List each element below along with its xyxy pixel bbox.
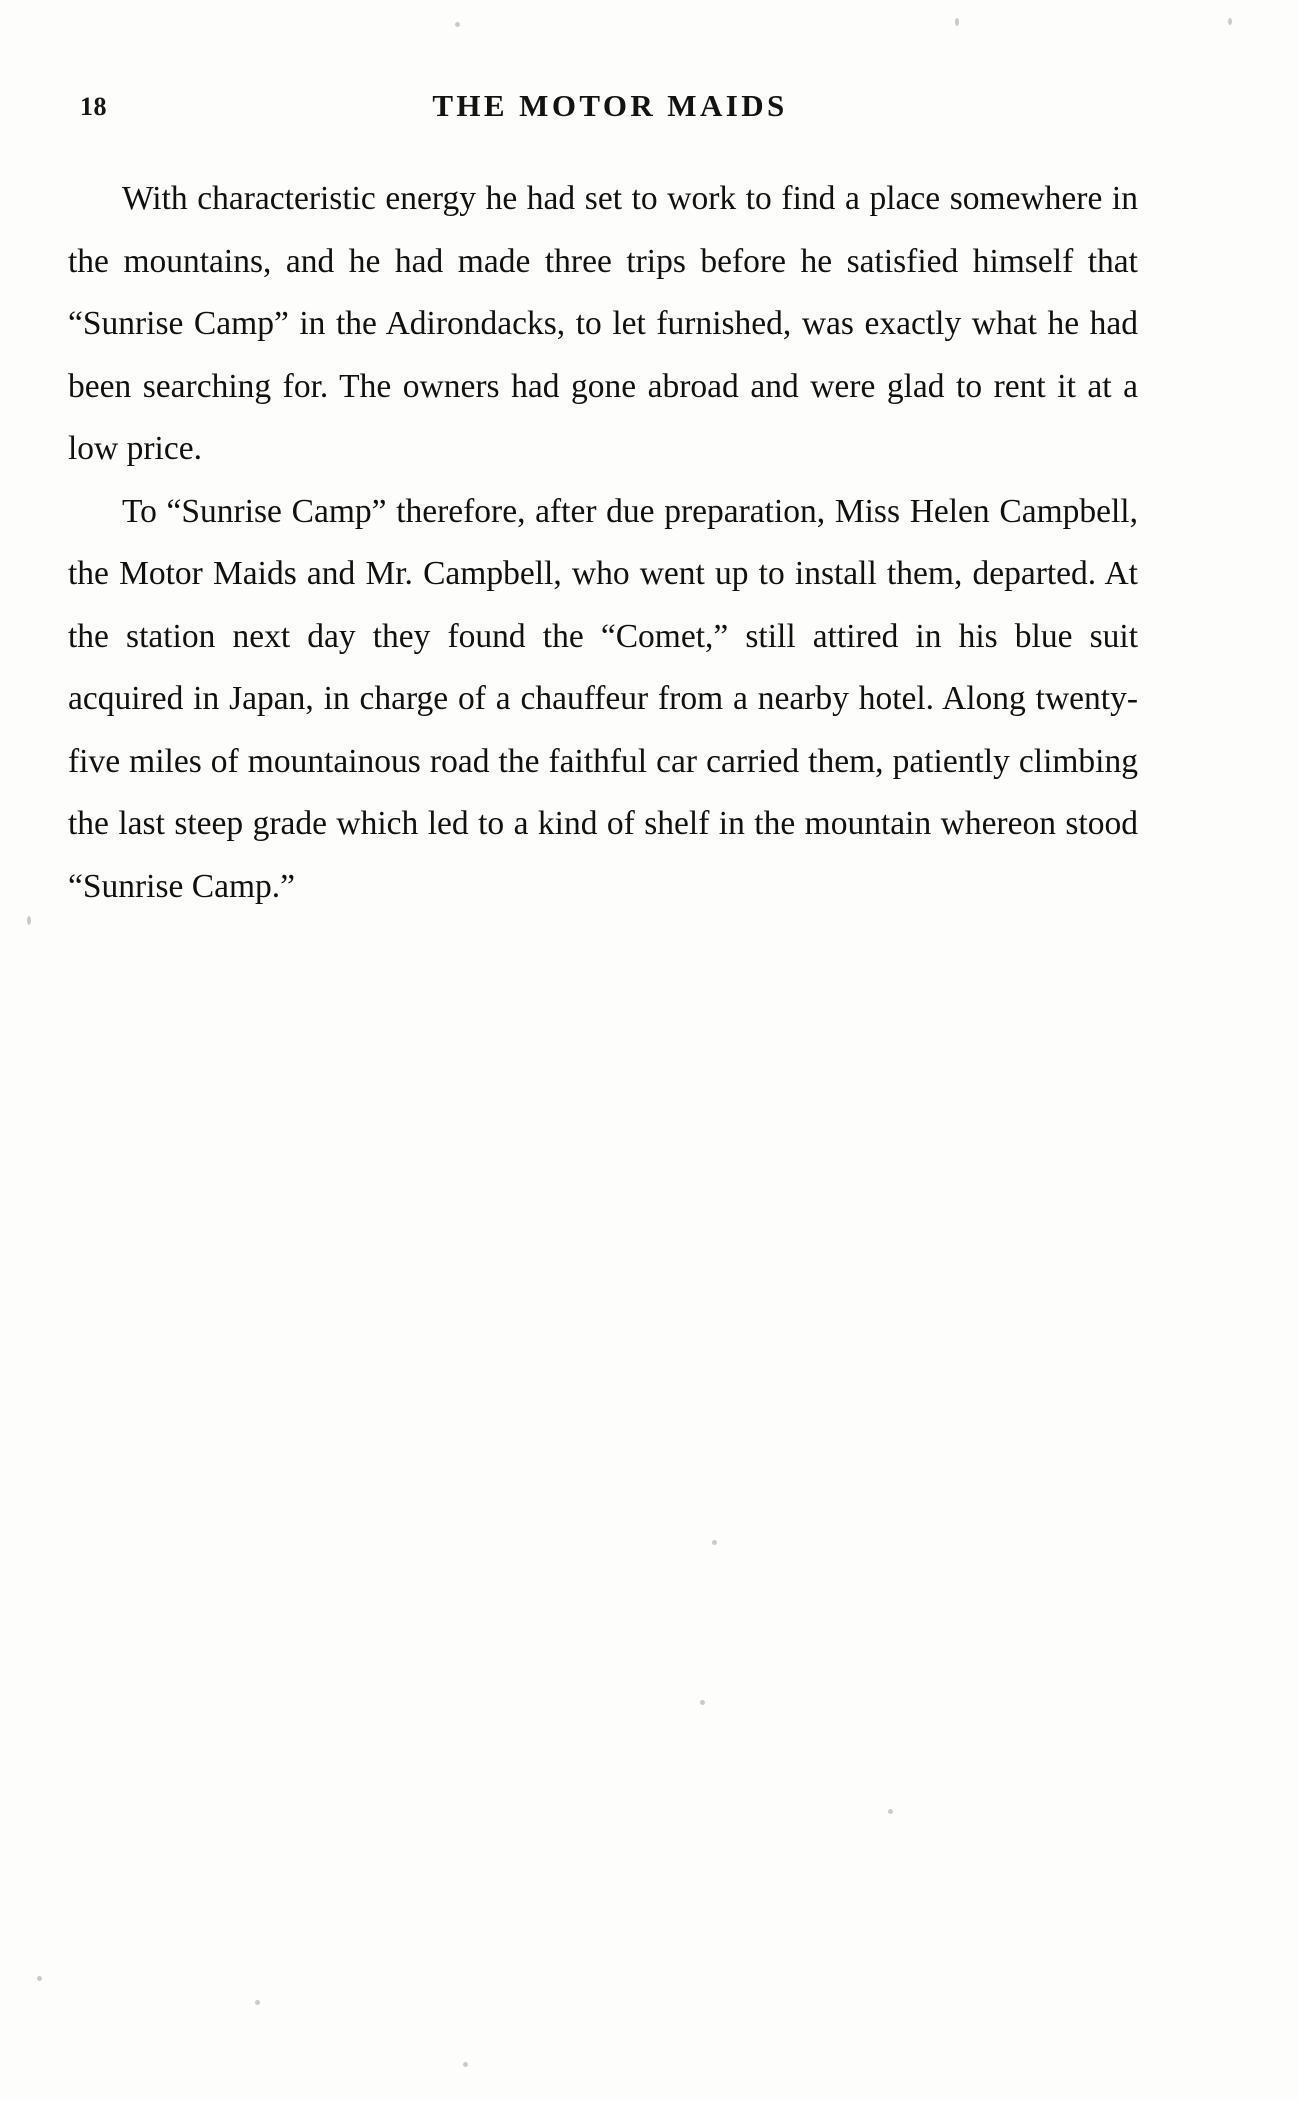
scan-speck [955,18,959,26]
scan-speck [463,2062,468,2067]
scan-speck [455,22,460,27]
body-text [68,168,1138,918]
scan-speck [888,1809,893,1814]
page-number: 18 [80,92,107,121]
scan-speck [1228,18,1232,25]
scan-speck [700,1700,705,1705]
paragraph: With characteristic energy he had set to work to find a place somewhere in the mountains, and he had made three trips before he satisfied himself that “Sunrise Camp” in the Adirondacks, to let furnished, was exactly what he had been searching for. The owners had gone abroad and were glad to rent it at a low price. [68,180,1138,467]
paragraph: To “Sunrise Camp” therefore, after due preparation, Miss Helen Campbell, the Motor Maids and Mr. Campbell, who went up to install them, departed. At the station next day they found the “Comet,” still attired in his blue suit acquired in Japan, in charge of a chauffeur from a nearby hotel. Along twenty-five miles of mountainous road the faithful car carried them, patiently climbing the last steep grade which led to a kind of shelf in the mountain whereon stood “Sunrise Camp.” [68,492,1138,905]
page-title: THE MOTOR MAIDS [432,88,788,123]
scan-speck [37,1976,42,1981]
scan-speck [712,1540,717,1545]
running-head [80,88,1140,132]
scan-speck [27,916,31,925]
scan-speck [255,2000,260,2005]
